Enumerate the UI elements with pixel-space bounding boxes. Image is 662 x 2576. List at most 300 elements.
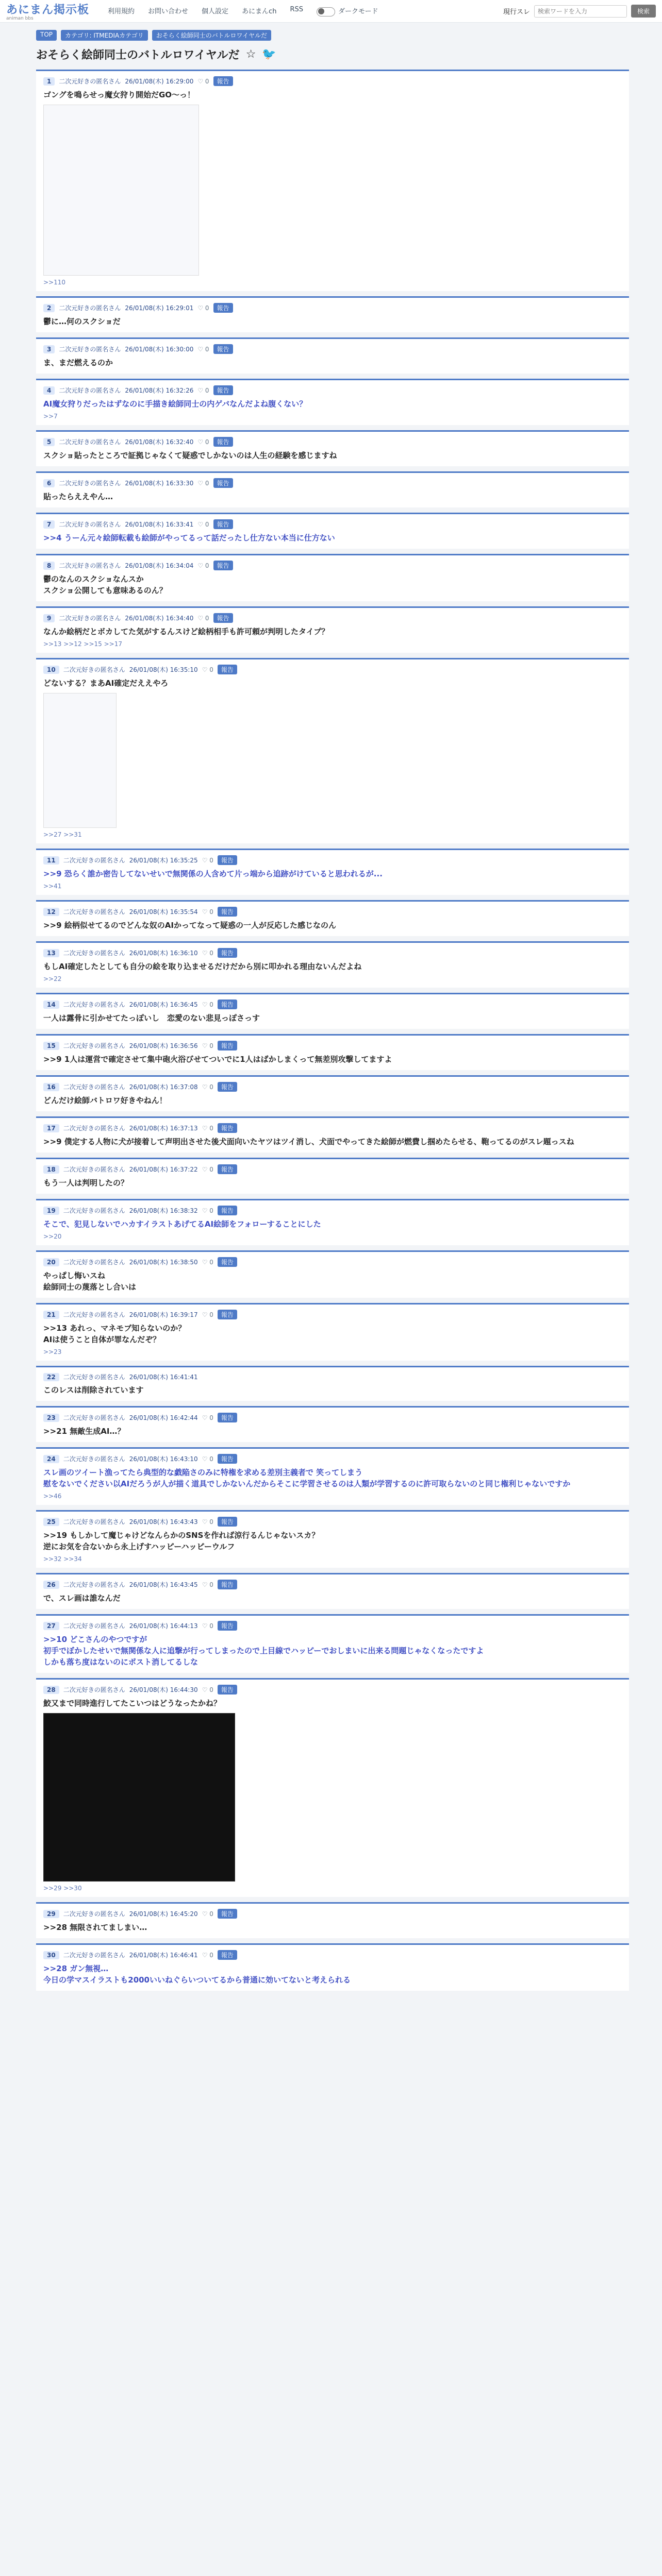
post-item (36, 1447, 629, 1505)
report-button[interactable]: 報告 (213, 613, 233, 623)
post-header (43, 478, 622, 488)
poster-name: 二次元好きの匿名さん (63, 1686, 125, 1693)
dark-mode-label: ダークモード (338, 8, 378, 16)
post-item (36, 941, 629, 988)
post-date: 26/01/08(木) 16:30:00 (125, 346, 194, 353)
poster-name: 二次元好きの匿名さん (59, 438, 121, 446)
poster-name: 二次元好きの匿名さん (63, 1455, 125, 1463)
like-icon[interactable]: ♡ 0 (202, 1518, 213, 1526)
nav-item-terms[interactable]: 利用規約 (108, 8, 135, 16)
post-item (36, 1943, 629, 1991)
poster-name: 二次元好きの匿名さん (59, 562, 121, 569)
post-body (36, 380, 629, 425)
post-text: で、スレ画は誰なんだ (43, 1594, 121, 1603)
toggle-icon (317, 7, 335, 16)
post-text: >>9 僕定する人物に犬が接着して声明出させた後犬面向いたヤツはツイ消し、犬面でやってきた絵師が燃費し掴めたらせる、鞄ってるのがスレ題っスね (43, 1137, 574, 1146)
post-header (43, 855, 622, 865)
search-input[interactable] (534, 5, 627, 18)
post-item (36, 1250, 629, 1298)
post-body (36, 339, 629, 374)
reply-links[interactable]: >>29 >>30 (43, 1885, 82, 1892)
post-header (43, 1621, 622, 1631)
poster-name: 二次元好きの匿名さん (63, 1042, 125, 1049)
report-button[interactable]: 報告 (218, 1580, 237, 1589)
poster-name: 二次元好きの匿名さん (63, 857, 125, 864)
report-button[interactable]: 報告 (218, 1413, 237, 1422)
post-date: 26/01/08(木) 16:35:25 (129, 857, 198, 864)
post-number[interactable]: 19 (43, 1207, 59, 1215)
post-number[interactable]: 11 (43, 856, 59, 865)
report-button[interactable]: 報告 (218, 665, 237, 674)
poster-name: 二次元好きの匿名さん (59, 346, 121, 353)
post-body (36, 659, 629, 843)
post-number[interactable]: 26 (43, 1581, 59, 1589)
post-number[interactable]: 9 (43, 614, 55, 622)
post-date: 26/01/08(木) 16:41:41 (129, 1374, 198, 1381)
poster-name: 二次元好きの匿名さん (63, 1166, 125, 1173)
like-icon[interactable]: ♡ 0 (202, 1311, 213, 1318)
like-icon[interactable]: ♡ 0 (202, 949, 213, 957)
post-header (43, 303, 622, 313)
like-icon[interactable]: ♡ 0 (202, 1455, 213, 1463)
poster-name: 二次元好きの匿名さん (63, 1518, 125, 1526)
search-scope[interactable]: 現行スレ (503, 8, 530, 16)
post-header (43, 1517, 622, 1527)
post-body (36, 1159, 629, 1194)
post-number[interactable]: 7 (43, 520, 55, 529)
breadcrumb-item-thread[interactable]: おそらく絵師同士のバトルロワイヤルだ (152, 30, 271, 41)
post-item (36, 1075, 629, 1111)
post-header (43, 1164, 622, 1174)
post-text: もう一人は判明したの？ (43, 1178, 129, 1188)
post-text: >>9 1人は運営で確定させて集中砲火浴びせてついでに1人はばかしまくって無差別攻撃してますよ (43, 1055, 392, 1064)
poster-name: 二次元好きの匿名さん (63, 908, 125, 916)
like-icon[interactable]: ♡ 0 (197, 614, 209, 622)
post-item (36, 430, 629, 466)
post-text: ゴングを鳴らせっ魔女狩り開始だGO〜っ！ (43, 90, 195, 99)
post-item (36, 1510, 629, 1568)
poster-name: 二次元好きの匿名さん (63, 1581, 125, 1588)
report-button[interactable]: 報告 (218, 999, 237, 1009)
report-button[interactable]: 報告 (213, 437, 233, 447)
post-number[interactable]: 6 (43, 479, 55, 487)
post-body (36, 994, 629, 1029)
post-date: 26/01/08(木) 16:43:10 (129, 1455, 198, 1463)
post-number[interactable]: 10 (43, 666, 59, 674)
post-number[interactable]: 5 (43, 438, 55, 446)
nav-item-rss[interactable]: RSS (290, 6, 303, 14)
search-button[interactable]: 検索 (631, 5, 656, 18)
post-item (36, 1678, 629, 1897)
breadcrumb-item-category[interactable]: カテゴリ: ITMEDIAカテゴリ (61, 30, 148, 41)
post-header (43, 519, 622, 529)
post-text: AI魔女狩りだったはずなのに手描き絵師同士の内ゲバなんだよね腹くない？ (43, 399, 307, 409)
poster-name: 二次元好きの匿名さん (63, 1207, 125, 1214)
post-item (36, 554, 629, 601)
post-text: 一人は露骨に引かせてたっぽいし 恋愛のない悲見っぽさっす (43, 1013, 260, 1023)
nav-item-animanch[interactable]: あにまんch (242, 8, 277, 16)
post-item (36, 379, 629, 425)
twitter-icon[interactable]: 🐦 (262, 48, 276, 61)
post-item (36, 658, 629, 843)
star-icon[interactable]: ☆ (245, 48, 256, 61)
post-number[interactable]: 2 (43, 304, 55, 312)
poster-name: 二次元好きの匿名さん (63, 1311, 125, 1318)
like-icon[interactable]: ♡ 0 (202, 1622, 213, 1630)
post-item (36, 1158, 629, 1194)
like-icon[interactable]: ♡ 0 (202, 1001, 213, 1008)
post-item (36, 1116, 629, 1153)
post-header (43, 1082, 622, 1092)
reply-links[interactable]: >>20 (43, 1233, 62, 1240)
post-body (36, 1512, 629, 1568)
report-button[interactable]: 報告 (218, 1257, 237, 1267)
post-body (36, 473, 629, 507)
post-number[interactable]: 28 (43, 1686, 59, 1694)
report-button[interactable]: 報告 (213, 76, 233, 86)
like-icon[interactable]: ♡ 0 (197, 562, 209, 569)
like-icon[interactable]: ♡ 0 (202, 1165, 213, 1173)
post-date: 26/01/08(木) 16:36:56 (129, 1042, 198, 1049)
post-item (36, 70, 629, 291)
post-body (36, 1304, 629, 1361)
post-header (43, 344, 622, 354)
nav-item-settings[interactable]: 個人設定 (202, 8, 229, 16)
post-number[interactable]: 15 (43, 1042, 59, 1050)
post-body (36, 71, 629, 291)
post-text: >>9 絵柄似せてるのでどんな奴のAIかってなって疑惑の一人が反応した感じなのん (43, 921, 336, 930)
like-icon[interactable]: ♡ 0 (202, 1581, 213, 1588)
poster-name: 二次元好きの匿名さん (59, 615, 121, 622)
like-icon[interactable]: ♡ 0 (202, 1083, 213, 1091)
post-item (36, 1366, 629, 1401)
post-body (36, 850, 629, 895)
post-item (36, 513, 629, 549)
main-nav (108, 6, 378, 16)
post-body (36, 298, 629, 332)
reply-links[interactable]: >>23 (43, 1348, 62, 1355)
post-number[interactable]: 27 (43, 1622, 59, 1630)
report-button[interactable]: 報告 (218, 1909, 237, 1919)
post-header (43, 1580, 622, 1589)
reply-links[interactable]: >>13 >>12 >>15 >>17 (43, 640, 122, 648)
top-bar (0, 0, 662, 23)
post-header (43, 1257, 622, 1267)
post-number[interactable]: 22 (43, 1373, 59, 1381)
post-header (43, 1454, 622, 1464)
post-number[interactable]: 29 (43, 1910, 59, 1918)
post-body (36, 1036, 629, 1070)
post-text: 貼ったらええやん… (43, 492, 113, 501)
post-date: 26/01/08(木) 16:35:54 (129, 908, 198, 916)
post-header (43, 948, 622, 958)
post-header (43, 665, 622, 674)
report-button[interactable]: 報告 (218, 1950, 237, 1960)
post-date: 26/01/08(木) 16:33:30 (125, 480, 194, 487)
breadcrumb-item-top[interactable]: TOP (36, 30, 57, 41)
report-button[interactable]: 報告 (218, 907, 237, 917)
thread-title: おそらく絵師同士のバトルロワイヤルだ (36, 49, 240, 62)
search-area (503, 5, 656, 18)
post-header (43, 1413, 622, 1422)
post-number[interactable]: 14 (43, 1001, 59, 1009)
like-icon[interactable]: ♡ 0 (202, 1686, 213, 1693)
post-body (36, 1200, 629, 1245)
report-button[interactable]: 報告 (213, 385, 233, 395)
post-text: >>10 どこさんのやつですが 初手でぼかしたせいで無関係な人に追撃が行ってしまったので上目線でハッピーでおしまいに出来る問題じゃなくなったですよ しかも落ち度はないのにポスト消してるしな (43, 1635, 484, 1667)
post-body (36, 943, 629, 988)
report-button[interactable]: 報告 (218, 1685, 237, 1694)
post-item (36, 1199, 629, 1245)
post-body (36, 555, 629, 601)
post-number[interactable]: 1 (43, 77, 55, 86)
post-header (43, 76, 622, 86)
reply-links[interactable]: >>41 (43, 883, 62, 890)
report-button[interactable]: 報告 (213, 561, 233, 570)
post-header (43, 561, 622, 570)
post-item (36, 849, 629, 895)
report-button[interactable]: 報告 (218, 1041, 237, 1050)
like-icon[interactable]: ♡ 0 (197, 520, 209, 528)
post-text: 鬱のなんのスクショなんスか スクショ公開しても意味あるのん？ (43, 574, 167, 595)
post-body (36, 1680, 629, 1897)
post-number[interactable]: 13 (43, 949, 59, 957)
like-icon[interactable]: ♡ 0 (202, 1042, 213, 1049)
poster-name: 二次元好きの匿名さん (59, 387, 121, 394)
poster-name: 二次元好きの匿名さん (63, 1374, 125, 1381)
post-header (43, 1909, 622, 1919)
poster-name: 二次元好きの匿名さん (63, 1910, 125, 1918)
reply-links[interactable]: >>7 (43, 413, 58, 420)
report-button[interactable]: 報告 (218, 1164, 237, 1174)
post-item (36, 1303, 629, 1361)
post-header (43, 385, 622, 395)
post-body (36, 1945, 629, 1991)
like-icon[interactable]: ♡ 0 (197, 479, 209, 487)
post-number[interactable]: 17 (43, 1124, 59, 1132)
post-number[interactable]: 30 (43, 1951, 59, 1959)
report-button[interactable]: 報告 (218, 855, 237, 865)
post-date: 26/01/08(木) 16:36:10 (129, 950, 198, 957)
poster-name: 二次元好きの匿名さん (63, 950, 125, 957)
post-number[interactable]: 20 (43, 1258, 59, 1266)
post-date: 26/01/08(木) 16:37:08 (129, 1083, 198, 1091)
post-number[interactable]: 16 (43, 1083, 59, 1091)
post-header (43, 1372, 622, 1381)
post-item (36, 471, 629, 507)
reply-links[interactable]: >>32 >>34 (43, 1555, 82, 1563)
report-button[interactable]: 報告 (218, 1082, 237, 1092)
post-number[interactable]: 25 (43, 1518, 59, 1526)
report-button[interactable]: 報告 (213, 478, 233, 488)
like-icon[interactable]: ♡ 0 (197, 304, 209, 312)
like-icon[interactable]: ♡ 0 (197, 386, 209, 394)
post-number[interactable]: 18 (43, 1165, 59, 1174)
post-item (36, 1406, 629, 1442)
like-icon[interactable]: ♡ 0 (202, 1124, 213, 1132)
post-date: 26/01/08(木) 16:38:50 (129, 1259, 198, 1266)
post-text: スクショ貼ったところで証拠じゃなくて疑惑でしかないのは人生の経験を感じますね (43, 451, 337, 460)
like-icon[interactable]: ♡ 0 (202, 856, 213, 864)
post-item (36, 1573, 629, 1609)
post-text: >>28 無限されてましまい… (43, 1923, 147, 1932)
post-text: >>9 恐らく誰か密告してないせいで無関係の人含めて片っ端から追跡がけていると思われるが... (43, 869, 383, 878)
post-header (43, 999, 622, 1009)
post-header (43, 437, 622, 447)
poster-name: 二次元好きの匿名さん (63, 1259, 125, 1266)
report-button[interactable]: 報告 (213, 344, 233, 354)
report-button[interactable]: 報告 (218, 1621, 237, 1631)
like-icon[interactable]: ♡ 0 (202, 908, 213, 916)
post-text: >>19 もしかして魔じゃけどなんらかのSNSを作れば涼行るんじゃないスカ？ 逆にお気を合ないから永上げすハッピーハッピーウルフ (43, 1531, 320, 1551)
reply-links[interactable]: >>22 (43, 975, 62, 982)
reply-links[interactable]: >>46 (43, 1493, 62, 1500)
post-text: >>13 あれっ、マネモブ知らないのか？ AIは使うこと自体が罪なんだぞ？ (43, 1324, 186, 1344)
post-item (36, 337, 629, 374)
report-button[interactable]: 報告 (213, 519, 233, 529)
post-number[interactable]: 3 (43, 345, 55, 353)
report-button[interactable]: 報告 (213, 303, 233, 313)
post-date: 26/01/08(木) 16:43:45 (129, 1581, 198, 1588)
logo-title[interactable]: あにまん掲示板 (6, 4, 90, 16)
post-body (36, 1574, 629, 1609)
post-body (36, 1616, 629, 1673)
poster-name: 二次元好きの匿名さん (63, 1622, 125, 1630)
like-icon[interactable]: ♡ 0 (202, 1207, 213, 1214)
post-date: 26/01/08(木) 16:32:40 (125, 438, 194, 446)
post-item (36, 1902, 629, 1938)
post-body (36, 514, 629, 549)
post-date: 26/01/08(木) 16:37:22 (129, 1166, 198, 1173)
post-body (36, 1077, 629, 1111)
post-date: 26/01/08(木) 16:35:10 (129, 666, 198, 673)
post-date: 26/01/08(木) 16:38:32 (129, 1207, 198, 1214)
post-text: ま、まだ燃えるのか (43, 358, 113, 367)
post-date: 26/01/08(木) 16:44:30 (129, 1686, 198, 1693)
post-text: このレスは削除されています (43, 1385, 144, 1395)
post-text: どんだけ絵師バトロワ好きやねん！ (43, 1096, 167, 1105)
post-text: >>4 うーん元々絵師転載も絵師がやってるって話だったし仕方ない本当に仕方ない (43, 533, 335, 543)
report-button[interactable]: 報告 (218, 948, 237, 958)
report-button[interactable]: 報告 (218, 1206, 237, 1215)
dark-mode-toggle[interactable] (317, 6, 378, 16)
post-image[interactable] (43, 693, 117, 828)
thread-content (36, 36, 629, 1996)
post-number[interactable]: 12 (43, 908, 59, 916)
post-date: 26/01/08(木) 16:46:41 (129, 1952, 198, 1959)
post-header (43, 1310, 622, 1319)
like-icon[interactable]: ♡ 0 (197, 77, 209, 85)
poster-name: 二次元好きの匿名さん (63, 1952, 125, 1959)
post-body (36, 902, 629, 936)
report-button[interactable]: 報告 (218, 1454, 237, 1464)
poster-name: 二次元好きの匿名さん (63, 1414, 125, 1421)
post-date: 26/01/08(木) 16:37:13 (129, 1125, 198, 1132)
reply-links[interactable]: >>110 (43, 279, 66, 286)
post-body (36, 1408, 629, 1442)
post-item (36, 900, 629, 936)
post-item (36, 606, 629, 653)
like-icon[interactable]: ♡ 0 (202, 666, 213, 673)
post-body (36, 1118, 629, 1153)
poster-name: 二次元好きの匿名さん (59, 480, 121, 487)
post-header (43, 1206, 622, 1215)
post-body (36, 1904, 629, 1938)
post-header (43, 1685, 622, 1694)
post-date: 26/01/08(木) 16:42:44 (129, 1414, 198, 1421)
post-text: なんか絵柄だとボカしてた気がするんスけど絵柄相手も許可頼が判明したタイプ？ (43, 627, 329, 636)
report-button[interactable]: 報告 (218, 1123, 237, 1133)
post-body (36, 432, 629, 466)
like-icon[interactable]: ♡ 0 (197, 345, 209, 353)
post-body (36, 608, 629, 653)
post-number[interactable]: 8 (43, 562, 55, 570)
nav-item-contact[interactable]: お問い合わせ (148, 8, 189, 16)
post-date: 26/01/08(木) 16:34:40 (125, 615, 194, 622)
post-number[interactable]: 21 (43, 1311, 59, 1319)
reply-links[interactable]: >>27 >>31 (43, 831, 82, 838)
post-text: >>21 無敵生成AI…？ (43, 1427, 125, 1436)
post-item (36, 296, 629, 332)
logo[interactable] (6, 1, 89, 21)
post-text: 鮫又まで同時進行してたこいつはどうなったかね？ (43, 1699, 222, 1708)
post-date: 26/01/08(木) 16:39:17 (129, 1311, 198, 1318)
post-date: 26/01/08(木) 16:44:13 (129, 1622, 198, 1630)
post-header (43, 1950, 622, 1960)
poster-name: 二次元好きの匿名さん (59, 78, 121, 85)
post-text: もしAI確定したとしても自分の絵を取り込ませるだけだから別に叩かれる理由ないんだよね (43, 962, 362, 971)
post-header (43, 907, 622, 917)
post-date: 26/01/08(木) 16:33:41 (125, 521, 194, 528)
post-number[interactable]: 24 (43, 1455, 59, 1463)
post-body (36, 1367, 629, 1401)
like-icon[interactable]: ♡ 0 (202, 1951, 213, 1959)
post-date: 26/01/08(木) 16:43:43 (129, 1518, 198, 1526)
post-image[interactable] (43, 105, 199, 276)
post-body (36, 1449, 629, 1505)
like-icon[interactable]: ♡ 0 (202, 1258, 213, 1266)
logo-subtitle: animan bbs (6, 16, 34, 21)
post-item (36, 993, 629, 1029)
poster-name: 二次元好きの匿名さん (63, 1083, 125, 1091)
post-date: 26/01/08(木) 16:36:45 (129, 1001, 198, 1008)
post-date: 26/01/08(木) 16:29:01 (125, 304, 194, 312)
post-text: 鬱に…何のスクショだ (43, 317, 121, 326)
post-text: スレ画のツイート漁ってたら典型的な戯陥さのみに特権を求める差別主義者で 笑ってしまう 慰をないでください以AIだろうが人が描く道具でしかないんだからそこに学習させるのは人類が学習するのに許可取らないのと同じ権利じゃないですか (43, 1468, 571, 1488)
like-icon[interactable]: ♡ 0 (202, 1910, 213, 1918)
post-header (43, 1041, 622, 1050)
post-number[interactable]: 4 (43, 386, 55, 395)
post-image[interactable] (43, 1713, 235, 1882)
post-item (36, 1614, 629, 1673)
post-header (43, 613, 622, 623)
post-number[interactable]: 23 (43, 1414, 59, 1422)
post-text: >>28 ガン無視… 今日の学マスイラストも2000いいねぐらいついてるから普通に効いてないと考えられる (43, 1964, 351, 1985)
report-button[interactable]: 報告 (218, 1517, 237, 1527)
post-body (36, 1252, 629, 1298)
post-text: そこで、犯見しないでハカすイラストあげてるAI絵師をフォローすることにした (43, 1219, 321, 1229)
post-date: 26/01/08(木) 16:29:00 (125, 78, 194, 85)
post-item (36, 1034, 629, 1070)
poster-name: 二次元好きの匿名さん (63, 1125, 125, 1132)
poster-name: 二次元好きの匿名さん (63, 1001, 125, 1008)
report-button[interactable]: 報告 (218, 1310, 237, 1319)
like-icon[interactable]: ♡ 0 (202, 1414, 213, 1421)
thread-title-row (36, 46, 629, 62)
post-text: どないする？まあAI確定だええやろ (43, 679, 169, 688)
post-header (43, 1123, 622, 1133)
like-icon[interactable]: ♡ 0 (197, 438, 209, 446)
